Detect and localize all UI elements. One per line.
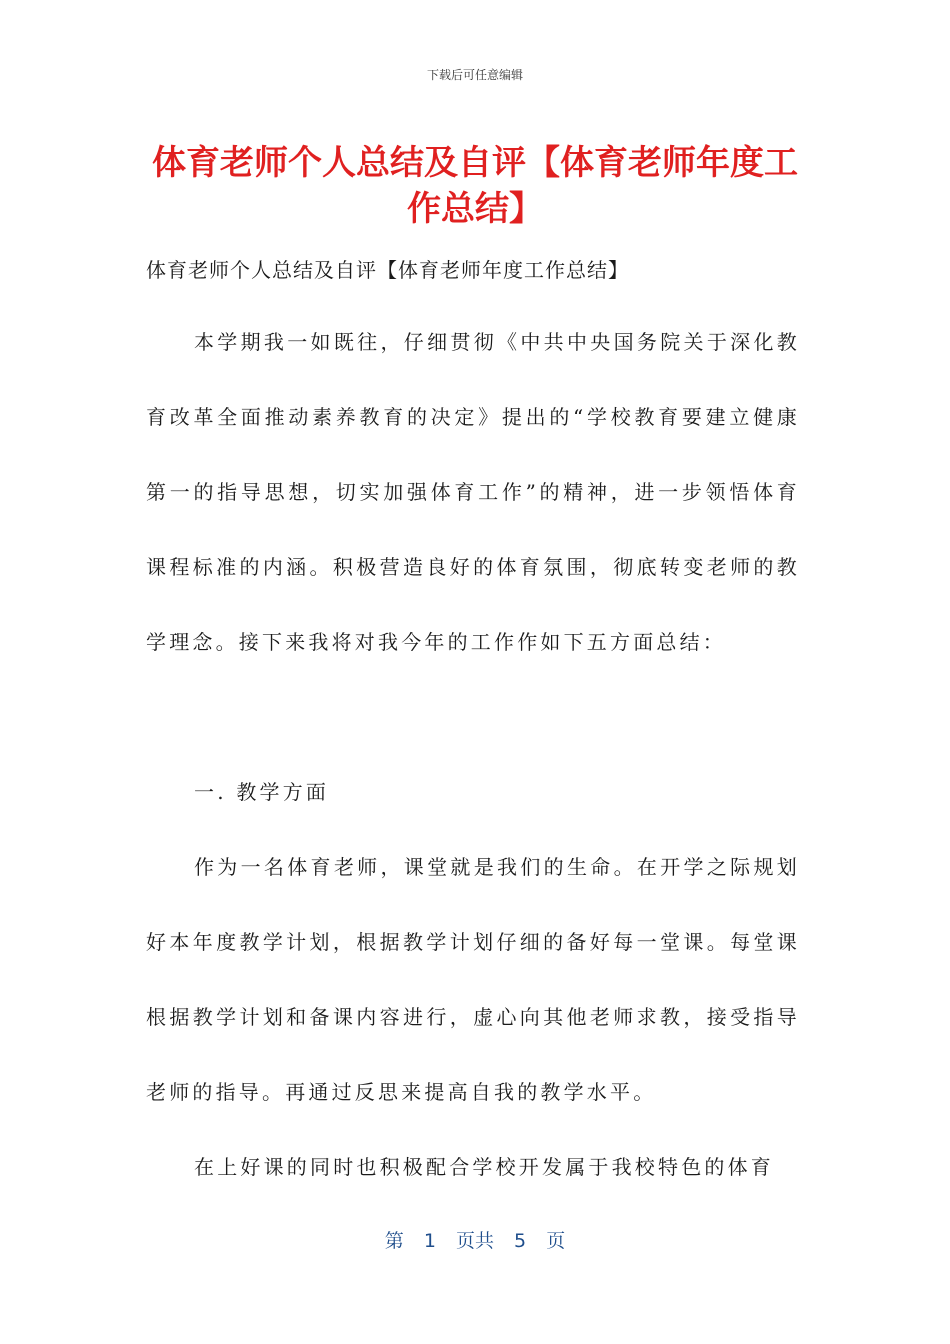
- header-note: 下载后可任意编辑: [426, 68, 523, 82]
- paragraph-continuation: 在上好课的同时也积极配合学校开发属于我校特色的体育: [194, 1155, 774, 1179]
- footer-mid: 页共: [455, 1230, 494, 1252]
- section-heading-teaching: 一. 教学方面: [194, 780, 330, 804]
- paragraph-teaching: 作为一名体育老师，课堂就是我们的生命。在开学之际规划好本年度教学计划，根据教学计划仔细的备好每一堂课。每堂课根据教学计划和备课内容进行，虚心向其他老师求教，接受指导老师的指导。再通过反思来提高自我的教学水平。: [146, 855, 800, 1104]
- footer-page-total: 5: [514, 1230, 527, 1252]
- footer-suffix: 页: [546, 1230, 566, 1252]
- footer-page-current: 1: [423, 1230, 436, 1252]
- paragraph-intro: 本学期我一如既往，仔细贯彻《中共中央国务院关于深化教育改革全面推动素养教育的决定》提出的“学校教育要建立健康第一的指导思想，切实加强体育工作”的精神，进一步领悟体育课程标准的内涵。积极营造良好的体育氛围，彻底转变老师的教学理念。接下来我将对我今年的工作作如下五方面总结：: [146, 330, 800, 654]
- footer-prefix: 第: [384, 1230, 404, 1252]
- page-footer: [0, 1226, 950, 1253]
- document-subtitle: 体育老师个人总结及自评【体育老师年度工作总结】: [146, 258, 629, 282]
- document-title: 体育老师个人总结及自评【体育老师年度工作总结】: [152, 143, 798, 229]
